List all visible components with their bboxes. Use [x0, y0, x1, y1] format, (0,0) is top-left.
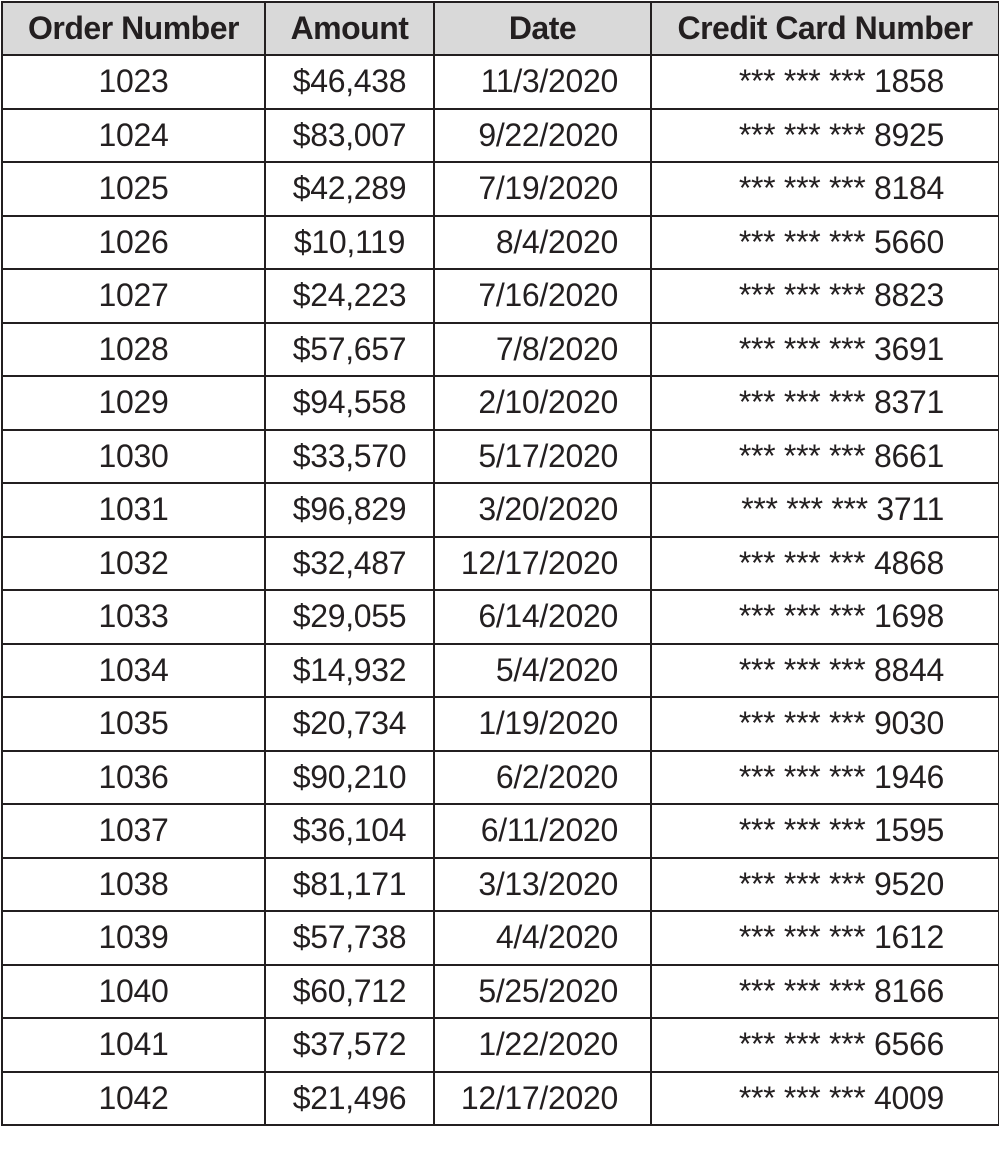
date-cell: 5/25/2020 [434, 965, 651, 1019]
order-number-cell: 1042 [2, 1072, 265, 1126]
credit-card-cell: *** *** *** 3691 [651, 323, 999, 377]
order-number-cell: 1038 [2, 858, 265, 912]
table-row [2, 483, 999, 537]
date-cell: 4/4/2020 [434, 911, 651, 965]
amount-cell: $83,007 [265, 109, 434, 163]
credit-card-cell: *** *** *** 8184 [651, 162, 999, 216]
header-row [2, 2, 999, 55]
amount-cell: $42,289 [265, 162, 434, 216]
date-cell: 5/4/2020 [434, 644, 651, 698]
date-cell: 3/20/2020 [434, 483, 651, 537]
date-cell: 1/19/2020 [434, 697, 651, 751]
date-cell: 5/17/2020 [434, 430, 651, 484]
credit-card-cell: *** *** *** 8661 [651, 430, 999, 484]
amount-cell: $37,572 [265, 1018, 434, 1072]
table-header [2, 2, 999, 55]
table-row [2, 537, 999, 591]
table-row [2, 376, 999, 430]
order-number-cell: 1027 [2, 269, 265, 323]
credit-card-cell: *** *** *** 4868 [651, 537, 999, 591]
amount-cell: $96,829 [265, 483, 434, 537]
table-row [2, 1018, 999, 1072]
credit-card-cell: *** *** *** 8166 [651, 965, 999, 1019]
amount-cell: $81,171 [265, 858, 434, 912]
amount-cell: $57,738 [265, 911, 434, 965]
date-cell: 12/17/2020 [434, 537, 651, 591]
header-date: Date [434, 2, 651, 55]
order-number-cell: 1036 [2, 751, 265, 805]
table-row [2, 216, 999, 270]
credit-card-cell: *** *** *** 1612 [651, 911, 999, 965]
date-cell: 9/22/2020 [434, 109, 651, 163]
date-cell: 6/14/2020 [434, 590, 651, 644]
order-number-cell: 1035 [2, 697, 265, 751]
amount-cell: $24,223 [265, 269, 434, 323]
credit-card-cell: *** *** *** 4009 [651, 1072, 999, 1126]
table-row [2, 644, 999, 698]
table-row [2, 162, 999, 216]
order-number-cell: 1023 [2, 55, 265, 109]
table-row [2, 109, 999, 163]
credit-card-cell: *** *** *** 8844 [651, 644, 999, 698]
table-row [2, 430, 999, 484]
credit-card-cell: *** *** *** 1858 [651, 55, 999, 109]
header-credit-card-number: Credit Card Number [651, 2, 999, 55]
table-row [2, 697, 999, 751]
amount-cell: $21,496 [265, 1072, 434, 1126]
amount-cell: $57,657 [265, 323, 434, 377]
credit-card-cell: *** *** *** 8823 [651, 269, 999, 323]
credit-card-cell: *** *** *** 5660 [651, 216, 999, 270]
table-row [2, 965, 999, 1019]
credit-card-cell: *** *** *** 1946 [651, 751, 999, 805]
date-cell: 11/3/2020 [434, 55, 651, 109]
date-cell: 8/4/2020 [434, 216, 651, 270]
order-number-cell: 1030 [2, 430, 265, 484]
order-number-cell: 1032 [2, 537, 265, 591]
credit-card-cell: *** *** *** 6566 [651, 1018, 999, 1072]
credit-card-cell: *** *** *** 1698 [651, 590, 999, 644]
amount-cell: $14,932 [265, 644, 434, 698]
credit-card-cell: *** *** *** 8925 [651, 109, 999, 163]
amount-cell: $20,734 [265, 697, 434, 751]
table-row [2, 590, 999, 644]
order-number-cell: 1025 [2, 162, 265, 216]
order-number-cell: 1033 [2, 590, 265, 644]
order-number-cell: 1041 [2, 1018, 265, 1072]
table-row [2, 911, 999, 965]
credit-card-cell: *** *** *** 1595 [651, 804, 999, 858]
credit-card-cell: *** *** *** 8371 [651, 376, 999, 430]
amount-cell: $33,570 [265, 430, 434, 484]
date-cell: 6/2/2020 [434, 751, 651, 805]
date-cell: 2/10/2020 [434, 376, 651, 430]
amount-cell: $32,487 [265, 537, 434, 591]
date-cell: 1/22/2020 [434, 1018, 651, 1072]
order-number-cell: 1024 [2, 109, 265, 163]
amount-cell: $29,055 [265, 590, 434, 644]
order-number-cell: 1028 [2, 323, 265, 377]
date-cell: 6/11/2020 [434, 804, 651, 858]
amount-cell: $60,712 [265, 965, 434, 1019]
amount-cell: $10,119 [265, 216, 434, 270]
date-cell: 12/17/2020 [434, 1072, 651, 1126]
table-row [2, 55, 999, 109]
credit-card-cell: *** *** *** 9520 [651, 858, 999, 912]
orders-table [1, 1, 999, 1126]
date-cell: 7/19/2020 [434, 162, 651, 216]
amount-cell: $94,558 [265, 376, 434, 430]
credit-card-cell: *** *** *** 9030 [651, 697, 999, 751]
order-number-cell: 1026 [2, 216, 265, 270]
amount-cell: $46,438 [265, 55, 434, 109]
table-row [2, 1072, 999, 1126]
order-number-cell: 1034 [2, 644, 265, 698]
table-row [2, 858, 999, 912]
amount-cell: $90,210 [265, 751, 434, 805]
amount-cell: $36,104 [265, 804, 434, 858]
table-body [2, 55, 999, 1125]
table-row [2, 804, 999, 858]
order-number-cell: 1037 [2, 804, 265, 858]
header-amount: Amount [265, 2, 434, 55]
date-cell: 7/16/2020 [434, 269, 651, 323]
header-order-number: Order Number [2, 2, 265, 55]
order-number-cell: 1040 [2, 965, 265, 1019]
table-row [2, 751, 999, 805]
order-number-cell: 1031 [2, 483, 265, 537]
date-cell: 7/8/2020 [434, 323, 651, 377]
table-row [2, 269, 999, 323]
table-row [2, 323, 999, 377]
order-number-cell: 1029 [2, 376, 265, 430]
credit-card-cell: *** *** *** 3711 [651, 483, 999, 537]
date-cell: 3/13/2020 [434, 858, 651, 912]
order-number-cell: 1039 [2, 911, 265, 965]
